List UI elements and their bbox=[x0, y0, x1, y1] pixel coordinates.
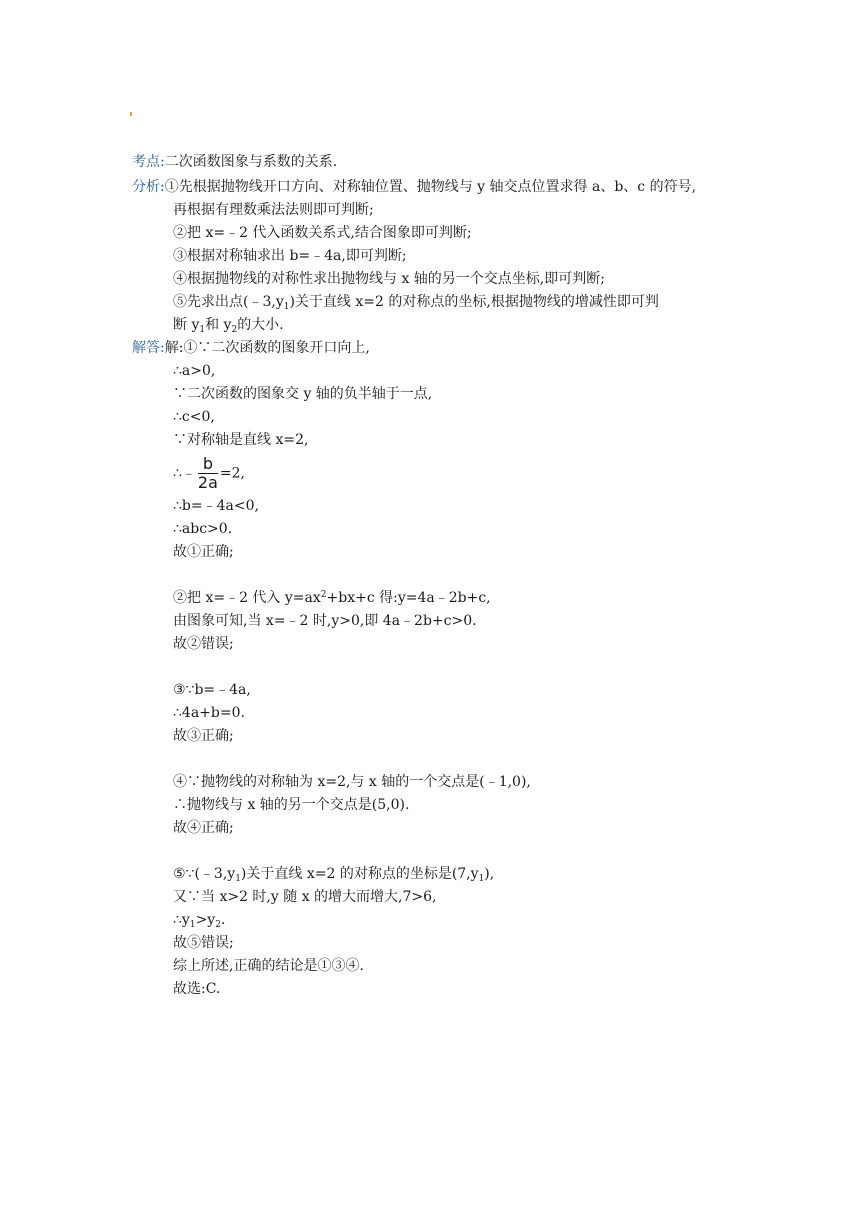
fenxi-line-2: 再根据有理数乘法法则即可判断; bbox=[173, 202, 374, 218]
solution-line: ∴c<0, bbox=[173, 409, 215, 425]
kaodian-label: 考点: bbox=[132, 154, 165, 170]
summary-line: 综上所述,正确的结论是①③④. bbox=[173, 958, 364, 974]
solution-line: 又∵当 x>2 时,y 随 x 的增大而增大,7>6, bbox=[173, 889, 437, 905]
solution-line: ∵对称轴是直线 x=2, bbox=[173, 432, 309, 448]
solution-line: ∴抛物线与 x 轴的另一个交点是(5,0). bbox=[173, 797, 410, 813]
solution-line: ③∵b=﹣4a, bbox=[173, 682, 251, 698]
solution-line: ∴abc>0. bbox=[173, 521, 233, 537]
solution-line: $\therefore y_1>y_2$. bbox=[173, 912, 226, 930]
solution-line: 故①正确; bbox=[173, 544, 234, 560]
fenxi-line-1: 分析:①先根据抛物线开口方向、对称轴位置、抛物线与 y 轴交点位置求得 a、b、c 的符号, bbox=[132, 179, 697, 195]
solution-line: 由图象可知,当 x=﹣2 时,y>0,即 4a﹣2b+c>0. bbox=[173, 613, 477, 629]
fraction-b-over-2a: $\frac{b}{2a}$ bbox=[197, 454, 218, 492]
fenxi-line-4: ③根据对称轴求出 b=﹣4a,即可判断; bbox=[173, 248, 407, 264]
decorative-mark bbox=[130, 112, 132, 116]
fenxi-label: 分析: bbox=[132, 179, 165, 195]
solution-line: 故②错误; bbox=[173, 636, 234, 652]
solution-line: 故④正确; bbox=[173, 820, 234, 836]
solution-line: 故⑤错误; bbox=[173, 935, 234, 951]
kaodian-line bbox=[132, 152, 337, 172]
fenxi-line-6: ⑤先求出点$(﹣3,y_1)$关于直线 x=2 的对称点的坐标,根据抛物线的增减性即可判 bbox=[173, 294, 659, 312]
fenxi-line-7: 断 $y_1$和 $y_2$的大小. bbox=[173, 317, 284, 335]
solution-fraction-line: ∴﹣ $\frac{b}{2a}$ =2, bbox=[173, 454, 245, 492]
solution-line: ∴a>0, bbox=[173, 363, 216, 379]
fenxi-line-5: ④根据抛物线的对称性求出抛物线与 x 轴的另一个交点坐标,即可判断; bbox=[173, 271, 605, 287]
answer-line: 故选:C. bbox=[173, 981, 221, 997]
solution-line: $⑤\because(﹣3,y_1)$关于直线 x=2 的对称点的坐标是$(7,y_1)$, bbox=[173, 866, 495, 884]
solution-line: ②把 x=﹣2 代入 $y=ax^2+bx+c$ 得:y=4a﹣2b+c, bbox=[173, 590, 491, 606]
solution-line: 故③正确; bbox=[173, 728, 234, 744]
solution-line: ④∵抛物线的对称轴为 x=2,与 x 轴的一个交点是(﹣1,0), bbox=[173, 774, 531, 790]
fenxi-line-3: ②把 x=﹣2 代入函数关系式,结合图象即可判断; bbox=[173, 225, 472, 241]
jieda-label: 解答: bbox=[132, 340, 165, 356]
solution-line: ∴b=﹣4a<0, bbox=[173, 498, 259, 514]
solution-line: ∴4a+b=0. bbox=[173, 705, 245, 721]
kaodian-text: 二次函数图象与系数的关系. bbox=[164, 154, 338, 170]
solution-line: ∵二次函数的图象交 y 轴的负半轴于一点, bbox=[173, 386, 433, 402]
jieda-line-1: 解答:解:①∵二次函数的图象开口向上, bbox=[132, 340, 370, 356]
